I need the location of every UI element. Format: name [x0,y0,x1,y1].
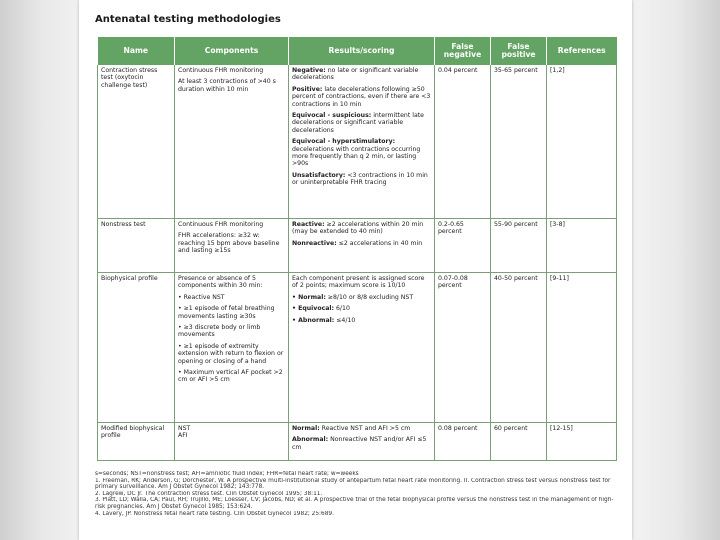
cell-results [289,273,435,423]
result-item: • Normal: ≥8/10 or 8/8 excluding NST [292,293,414,301]
reference-item: 4. Lavery, JP. Nonstress fetal heart rate testing. Clin Obstet Gynecol 1982; 25:689. [95,510,334,517]
table-row [98,423,617,461]
component-item: • Reactive NST [178,293,225,301]
document-sheet [79,0,632,540]
cell-components [175,65,289,219]
component-item: Continuous FHR monitoring [178,221,264,228]
cell-name: Nonstress test [98,219,175,273]
component-item: • ≥3 discrete body or limb movements [178,324,261,339]
cell-false-positive: 35-65 percent [491,65,547,219]
reference-item: 1. Freeman, RK; Anderson, G; Dorchester, W. A prospective multi-institutional study of antepartum fetal heart rate monitoring. II. Contraction stress test versus nonstress test for primary surveillance. Am J Obstet Gynecol 1982; 143:778. [95,477,611,491]
table-row [98,219,617,273]
component-item: NST [178,425,191,432]
cell-components [175,273,289,423]
cell-false-positive: 40-50 percent [491,273,547,423]
component-item: • ≥1 episode of fetal breathing movements lasting ≥30s [178,305,275,320]
component-item: FHR accelerations: ≥32 w: reaching 15 bpm above baseline and lasting ≥15s [178,232,280,255]
cell-results [289,423,435,461]
result-item: Reactive: ≥2 accelerations within 20 min (may be extended to 40 min) [292,221,424,236]
header-references: References [547,37,617,65]
footnotes [95,471,615,517]
table-header-row [98,37,617,65]
cell-results [289,65,435,219]
result-item: • Abnormal: ≤4/10 [292,316,356,324]
cell-false-negative: 0.2-0.65 percent [435,219,491,273]
component-item: AFI [178,432,188,440]
result-item: Negative: no late or significant variable decelerations [292,67,419,82]
cell-components [175,423,289,461]
antenatal-testing-table [97,37,617,461]
cell-false-negative: 0.08 percent [435,423,491,461]
header-components: Components [175,37,289,65]
result-item: Abnormal: Nonreactive NST and/or AFI ≤5 cm [292,436,427,451]
document-title: Antenatal testing methodologies [95,14,281,25]
component-item: • Maximum vertical AF pocket >2 cm or AFI >5 cm [178,369,283,384]
result-item: Equivocal - suspicious: intermittent late decelerations or significant variable decelerations [292,112,424,134]
component-item: Continuous FHR monitoring [178,67,264,74]
header-name: Name [98,37,175,65]
result-item: Each component present is assigned score of 2 points; maximum score is 10/10 [292,275,425,290]
reference-item: 3. Platt, LD; Walla, CA; Paul, RH; Trujillo, ME; Loesser, CV; Jacobs, ND; et al. A prospective trial of the fetal biophysical profile versus the nonstress test in the management of high-risk pregnancies. Am J Obstet Gynecol 1985; 153:624. [95,497,614,510]
cell-references: [3-8] [547,219,617,273]
cell-false-positive: 55-90 percent [491,219,547,273]
header-results: Results/scoring [289,37,435,65]
cell-name: Contraction stress test (oxytocin challenge test) [98,65,175,219]
component-item: Presence or absence of 5 components within 30 min: [178,275,263,290]
cell-false-negative: 0.07-0.08 percent [435,273,491,423]
result-item: Normal: Reactive NST and AFI >5 cm [292,425,411,432]
table-row [98,65,617,219]
cell-results [289,219,435,273]
cell-references: [12-15] [547,423,617,461]
abbreviations: s=seconds; NST=nonstress test; AFI=amniotic fluid index; FHR=fetal heart rate; w=weeks [95,471,359,477]
header-false-negative: False negative [435,37,491,65]
table-row [98,273,617,423]
cell-name: Biophysical profile [98,273,175,423]
result-item: Nonreactive: ≤2 accelerations in 40 min [292,239,423,247]
cell-false-negative: 0.04 percent [435,65,491,219]
cell-references: [1,2] [547,65,617,219]
header-false-positive: False positive [491,37,547,65]
cell-references: [9-11] [547,273,617,423]
cell-components [175,219,289,273]
result-item: Unsatisfactory: <3 contractions in 10 min or uninterpretable FHR tracing [292,171,428,187]
result-item: Equivocal - hyperstimulatory: decelerations with contractions occurring more frequently than q 2 min, or lasting >90s [292,138,421,168]
cell-name: Modified biophysical profile [98,423,175,461]
component-item: • ≥1 episode of extremity extension with return to flexion or opening or closing of a hand [178,342,284,365]
result-item: • Equivocal: 6/10 [292,305,350,313]
reference-item: 2. Lagrew, DC Jr. The contraction stress test. Clin Obstet Gynecol 1995; 38:11. [95,490,323,497]
cell-false-positive: 60 percent [491,423,547,461]
component-item: At least 3 contractions of >40 s duration within 10 min [178,78,276,93]
result-item: Positive: late decelerations following ≥50 percent of contractions, even if there are <3 contractions in 10 min [292,85,431,108]
